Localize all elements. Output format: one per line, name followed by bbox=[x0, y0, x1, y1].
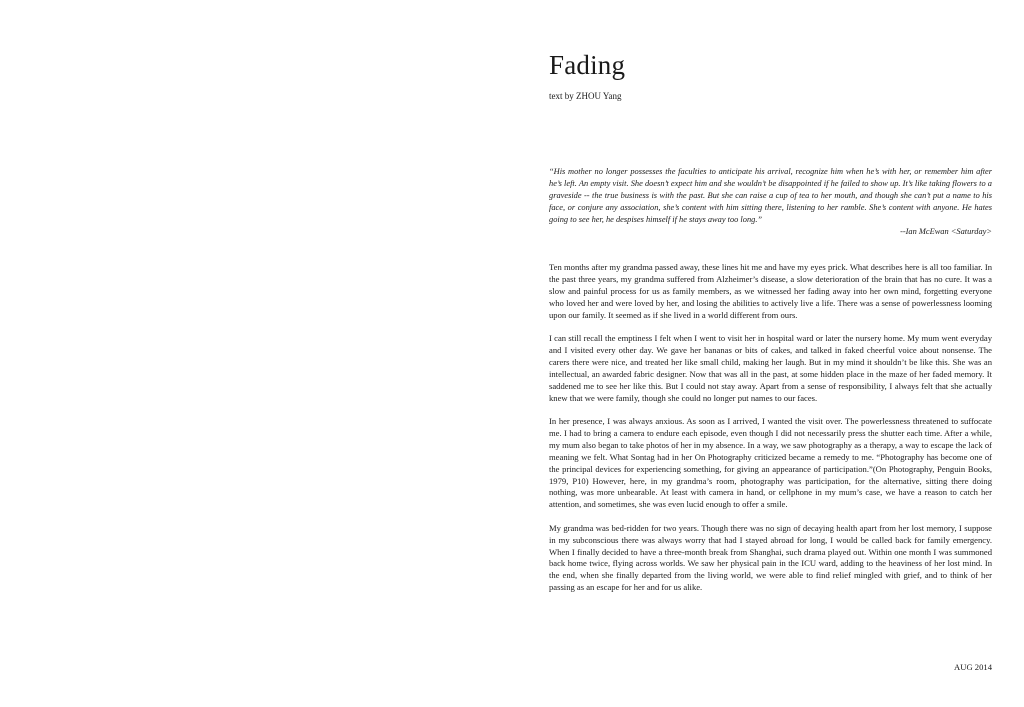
body-text bbox=[549, 262, 992, 606]
paragraph-4: My grandma was bed-ridden for two years. Though there was no sign of decaying health apart from her lost memory, I suppose in my subconscious there was always worry that had I stayed abroad for long, I would be called back for family emergency. When I finally decided to have a three-month break from Shanghai, such drama played out. Within one month I was summoned back home twice, flying across worlds. We saw her physical pain in the ICU ward, adding to the heaviness of her lost mind. In the end, when she finally departed from the living world, we were able to find relief mingled with grief, and to think of her passing as an escape for her and for us alike. bbox=[549, 522, 992, 593]
epigraph bbox=[549, 166, 992, 239]
byline: text by ZHOU Yang bbox=[549, 91, 622, 101]
epigraph-quote: “His mother no longer possesses the faculties to anticipate his arrival, recognize him when he’s with her, or remember him after he’s left. An empty visit. She doesn’t expect him and she wouldn’t be disappointed if he failed to show up. It’s like taking flowers to a graveside -- the true business is with the past. But she can raise a cup of tea to her mouth, and though she can’t put a name to his face, or conjure any association, she’s content with him sitting there, listening to her ramble. She’s content with anyone. He hates going to see her, he despises himself if he stays away too long.” bbox=[549, 167, 992, 225]
text-page bbox=[549, 0, 992, 707]
document-title: Fading bbox=[549, 50, 626, 80]
epigraph-attribution: --Ian McEwan <Saturday> bbox=[900, 227, 992, 237]
date-line: AUG 2014 bbox=[954, 662, 992, 672]
paragraph-3: In her presence, I was always anxious. As soon as I arrived, I wanted the visit over. The powerlessness threatened to suffocate me. I had to bring a camera to endure each episode, even though I did not necessarily press the shutter each time. After a while, my mum also began to take photos of her in my absence. In a way, we saw photography as a therapy, a way to escape the lack of meaning we felt. What Sontag had in her On Photography criticized became a remedy to me. “Photography has become one of the principal devices for experiencing something, for giving an appearance of participation.”(On Photography, Penguin Books, 1979, P10) However, here, in my grandma’s room, photography was participation, for the alternative, sitting there doing nothing, was more unbearable. At least with camera in hand, or cellphone in my mum’s case, we have a reason to catch her attention, and sometimes, she was even lucid enough to offer a smile. bbox=[549, 415, 992, 510]
paragraph-2: I can still recall the emptiness I felt when I went to visit her in hospital ward or later the nursery home. My mum went everyday and I visited every other day. We gave her bananas or bits of cakes, and talked in faked cheerful voice about nonsense. The carers there were nice, and treated her like small child, making her laugh. But in my mind it shouldn’t be like this. She was an intellectual, an awarded fabric designer. Now that was all in the past, at some hidden place in the maze of her faded memory. It saddened me to see her like this. But I could not stay away. Apart from a sense of responsibility, I always felt that she actually knew that we were family, though she could no longer put names to our faces. bbox=[549, 333, 992, 403]
paragraph-1: Ten months after my grandma passed away, these lines hit me and have my eyes prick. What describes here is all too familiar. In the past three years, my grandma suffered from Alzheimer’s disease, a slow deterioration of the brain that has no cure. It was a slow and painful process for us as family members, as we witnessed her fading away into her own mind, forgetting everyone who loved her and were loved by her, and losing the abilities to actively live a life. There was a sense of powerlessness looming upon our family. It seemed as if she lived in a world different from ours. bbox=[549, 262, 992, 320]
